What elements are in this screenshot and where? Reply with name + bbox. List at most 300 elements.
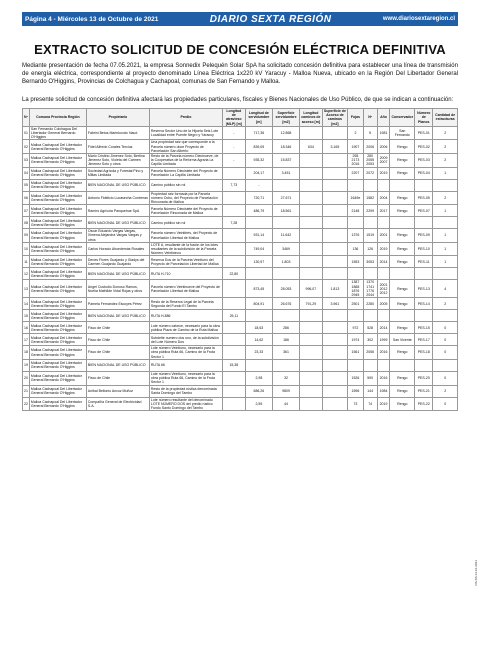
table-cell: 0 xyxy=(433,322,458,334)
table-row xyxy=(23,191,458,205)
table-row xyxy=(23,268,458,280)
table-cell: 2017 xyxy=(377,205,390,217)
table-cell: 1974 xyxy=(348,334,364,346)
col-header: Cantidad de estructuras xyxy=(433,109,458,127)
table-cell: Malloa Cachapoal Del Libertador General Bernardo O'Higgins xyxy=(29,229,86,243)
table-cell: Fidel Alfredo Corales Tercius xyxy=(86,140,149,154)
table-cell: Rengo xyxy=(390,322,415,334)
table-cell: 1999 xyxy=(377,334,390,346)
table-cell: BIEN NACIONAL DE USO PÚBLICO xyxy=(86,179,149,191)
table-cell: Parcela Número Diecisiete del Proyecto de Parcelación La Capilla Limitada xyxy=(149,167,222,179)
table-cell: 25,11 xyxy=(222,310,245,322)
table-row xyxy=(23,140,458,154)
table-cell: 01 xyxy=(23,126,30,140)
table-cell: 04 xyxy=(23,167,30,179)
side-code: DS-SS-13-10-2021 xyxy=(474,560,478,586)
table-cell: Mario Cristino Jimenez Soto, Bertina Jimenez Soto, Violeta del Carmen Jimenez Soto y otros xyxy=(86,154,149,168)
table-cell xyxy=(322,371,347,385)
table-cell: 02 xyxy=(23,140,30,154)
table-cell: Sociedad Agrícola y Forestal Pino y Millas Limitada xyxy=(86,167,149,179)
table-cell: 21 xyxy=(23,385,30,397)
table-row xyxy=(23,280,458,298)
table-cell: Malloa Cachapoal Del Libertador General Bernardo O'Higgins xyxy=(29,359,86,371)
table-cell: 2014 xyxy=(377,256,390,268)
table-cell: 2019 xyxy=(377,397,390,411)
col-header: Nº xyxy=(23,109,30,127)
col-header: Predio xyxy=(149,109,222,127)
table-cell: Malloa Cachapoal Del Libertador General Bernardo O'Higgins xyxy=(29,334,86,346)
table-cell: Resto de la Reserva Legal de la Parcela Segunda del Fundo El Tambo xyxy=(149,298,222,310)
table-cell: 2014 xyxy=(377,322,390,334)
table-cell xyxy=(322,385,347,397)
table-cell: 1984 xyxy=(377,385,390,397)
table-cell xyxy=(245,310,272,322)
table-cell: PES-09 xyxy=(415,229,433,243)
table-cell xyxy=(433,310,458,322)
table-row xyxy=(23,229,458,243)
table-cell: Camino público sin rol xyxy=(149,217,222,229)
table-cell: 3.451 xyxy=(272,167,299,179)
brand-title: DIARIO SEXTA REGIÓN xyxy=(209,13,332,25)
table-cell: 126 xyxy=(363,242,377,256)
table-cell: 1981 xyxy=(377,126,390,140)
table-cell xyxy=(433,179,458,191)
table-row xyxy=(23,397,458,411)
table-cell: PES-20 xyxy=(415,371,433,385)
table-cell: Malloa Cachapoal Del Libertador General Bernardo O'Higgins xyxy=(29,256,86,268)
table-cell: 09 xyxy=(23,229,30,243)
table-cell: BIEN NACIONAL DE USO PÚBLICO xyxy=(86,268,149,280)
table-cell: Malloa Cachapoal Del Libertador General Bernardo O'Higgins xyxy=(29,179,86,191)
table-cell: Rengo xyxy=(390,167,415,179)
table-cell: 280 2055 2053 xyxy=(363,154,377,168)
table-cell: 2501 xyxy=(348,298,364,310)
table-cell: Carlos Horacio Ahuedemás Rosales xyxy=(86,242,149,256)
table-cell xyxy=(415,179,433,191)
table-cell: Parcela número Veintitrés, del Proyecto de Parcelación Libertad de Malloa xyxy=(149,229,222,243)
table-cell xyxy=(222,242,245,256)
table-cell: Malloa Cachapoal Del Libertador General Bernardo O'Higgins xyxy=(29,140,86,154)
table-cell: 15.837 xyxy=(272,154,299,168)
table-cell: PES-18 xyxy=(415,346,433,360)
col-header: Superficie servidumbre [m2] xyxy=(272,109,299,127)
table-cell: 935,32 xyxy=(245,154,272,168)
table-cell: Malloa Cachapoal Del Libertador General Bernardo O'Higgins xyxy=(29,167,86,179)
table-cell: 2 xyxy=(433,154,458,168)
table-cell: 2,98 xyxy=(245,371,272,385)
table-cell xyxy=(300,126,323,140)
table-cell xyxy=(322,229,347,243)
table-cell xyxy=(300,268,323,280)
table-cell: San Fernando Colchagua Del Libertador General Bernardo O'Higgins xyxy=(29,126,86,140)
table-cell: 3469 xyxy=(272,242,299,256)
table-header-row xyxy=(23,109,458,127)
table-cell: - xyxy=(222,154,245,168)
table-cell: 1370 1741 1776 2044 xyxy=(363,280,377,298)
table-cell: 12 xyxy=(23,268,30,280)
table-cell: 0 xyxy=(433,397,458,411)
table-cell: Rengo xyxy=(390,371,415,385)
table-cell: 16 xyxy=(23,322,30,334)
table-cell xyxy=(300,256,323,268)
table-cell: 2019 xyxy=(377,242,390,256)
table-cell: 3053 xyxy=(363,256,377,268)
table-cell: 302 xyxy=(363,334,377,346)
table-cell xyxy=(322,268,347,280)
table-cell: 204,17 xyxy=(245,167,272,179)
table-cell: 0 xyxy=(433,334,458,346)
table-cell: Malloa Cachapoal Del Libertador General Bernardo O'Higgins xyxy=(29,217,86,229)
table-cell xyxy=(300,179,323,191)
table-cell: 18.561 xyxy=(272,205,299,217)
table-row xyxy=(23,154,458,168)
table-cell: Rengo xyxy=(390,397,415,411)
table-cell: 2 xyxy=(433,140,458,154)
col-header: Comuna Provincia Región xyxy=(29,109,86,127)
table-cell: 19 xyxy=(23,359,30,371)
table-cell xyxy=(390,217,415,229)
table-cell: 28.053 xyxy=(272,280,299,298)
table-cell: Malloa Cachapoal Del Libertador General Bernardo O'Higgins xyxy=(29,154,86,168)
table-cell xyxy=(300,205,323,217)
table-cell xyxy=(348,217,364,229)
table-cell: San Fernando xyxy=(390,126,415,140)
col-header: Año xyxy=(377,109,390,127)
table-cell: 972 xyxy=(348,322,364,334)
table-cell xyxy=(300,167,323,179)
table-cell xyxy=(272,310,299,322)
table-cell: 2 xyxy=(433,191,458,205)
table-cell: LOTE A, resultante de la fusión de los lotes resultantes de la subdivisión de la Parcela Número Veinticinco xyxy=(149,242,222,256)
table-cell: Subdelte numero dos uno, de la subdivisión del Lote Número Dos xyxy=(149,334,222,346)
table-cell: 07 xyxy=(23,205,30,217)
table-cell xyxy=(222,298,245,310)
table-cell: 1649e xyxy=(348,191,364,205)
table-cell: 22 xyxy=(23,397,30,411)
col-header: Fojas xyxy=(348,109,364,127)
table-cell: Rengo xyxy=(390,385,415,397)
table-cell xyxy=(300,371,323,385)
table-cell: RUTA H-886 xyxy=(149,310,222,322)
table-cell: Malloa Cachapoal Del Libertador General Bernardo O'Higgins xyxy=(29,310,86,322)
table-cell: PES-01 xyxy=(415,126,433,140)
table-cell: 1 xyxy=(433,242,458,256)
table-cell: 2 xyxy=(433,385,458,397)
table-cell: Malloa Cachapoal Del Libertador General Bernardo O'Higgins xyxy=(29,205,86,217)
table-cell: 2004 xyxy=(377,191,390,205)
table-cell: 20 xyxy=(23,371,30,385)
table-cell: PES-15 xyxy=(415,322,433,334)
table-cell: 717,36 xyxy=(245,126,272,140)
table-cell: 2019 xyxy=(377,167,390,179)
col-header: Número de Planos xyxy=(415,109,433,127)
table-cell: 2001 xyxy=(377,229,390,243)
table-cell: 361 xyxy=(272,346,299,360)
table-cell xyxy=(300,242,323,256)
table-cell: 15 xyxy=(23,310,30,322)
table-row xyxy=(23,217,458,229)
table-cell xyxy=(222,334,245,346)
lead-paragraph: La presente solicitud de concesión definitiva afectará las propiedades particulares, fiscales y Bienes Nacionales de Uso Público, de que se indican a continuación: xyxy=(22,97,454,103)
table-cell: Rengo xyxy=(390,298,415,310)
table-cell xyxy=(222,205,245,217)
table-cell xyxy=(433,268,458,280)
table-cell: 931,14 xyxy=(245,229,272,243)
table-cell: Fisco de Chile xyxy=(86,346,149,360)
table-cell xyxy=(300,346,323,360)
table-cell xyxy=(222,229,245,243)
table-cell: 7,73 xyxy=(222,179,245,191)
table-cell: 2148 xyxy=(348,205,364,217)
table-cell: 06 xyxy=(23,191,30,205)
table-cell: 13 xyxy=(23,280,30,298)
col-header: Propietario xyxy=(86,109,149,127)
table-cell: Angel Custodio Donoso Ramos, Noelia Mathilde Vidal Rojas y otros xyxy=(86,280,149,298)
table-cell: Lote número Veintiuno, necesario para la obra pública Ruta 66, Camino de la Fruta Sector 1 xyxy=(149,371,222,385)
table-cell: BIEN NACIONAL DE USO PÚBLICO xyxy=(86,310,149,322)
table-cell: 1.813 xyxy=(322,280,347,298)
table-cell: Malloa Cachapoal Del Libertador General Bernardo O'Higgins xyxy=(29,298,86,310)
table-cell: 10 xyxy=(23,242,30,256)
page-title: EXTRACTO SOLICITUD DE CONCESIÓN ELÉCTRICA DEFINITIVA xyxy=(34,42,446,57)
table-cell: Rengo xyxy=(390,242,415,256)
table-cell xyxy=(348,359,364,371)
table-body xyxy=(23,126,458,410)
table-cell: Rengo xyxy=(390,140,415,154)
table-cell xyxy=(322,242,347,256)
table-cell: Ramiro Agrícola Panquehue SpA xyxy=(86,205,149,217)
table-cell: 286 xyxy=(272,322,299,334)
table-cell: Anibal Bellonio Ancuz Muñoz xyxy=(86,385,149,397)
table-cell: 14 xyxy=(23,298,30,310)
table-cell: 720,71 xyxy=(245,191,272,205)
table-cell: 1526 xyxy=(348,371,364,385)
table-row xyxy=(23,298,458,310)
col-header: Nº xyxy=(363,109,377,127)
table-row xyxy=(23,346,458,360)
table-row xyxy=(23,322,458,334)
table-cell: Malloa Cachapoal Del Libertador General Bernardo O'Higgins xyxy=(29,371,86,385)
table-cell: 1519 xyxy=(363,229,377,243)
table-cell: 18.346 xyxy=(272,140,299,154)
table-cell xyxy=(363,179,377,191)
table-cell: 1907 xyxy=(348,140,364,154)
table-cell: Fisco de Chile xyxy=(86,322,149,334)
table-cell: 3.165 xyxy=(322,140,347,154)
table-cell: 2009 2007 xyxy=(377,154,390,168)
table-cell xyxy=(300,359,323,371)
col-header: Longitud de servidumbre [m] xyxy=(245,109,272,127)
table-cell xyxy=(222,397,245,411)
table-cell xyxy=(272,217,299,229)
table-cell: Malloa Cachapoal Del Libertador General Bernardo O'Higgins xyxy=(29,385,86,397)
table-cell: 2001 2012 2012 xyxy=(377,280,390,298)
table-cell xyxy=(348,310,364,322)
table-cell: 1376 xyxy=(348,229,364,243)
table-cell: 2 xyxy=(433,298,458,310)
table-cell: 2006 xyxy=(363,140,377,154)
table-row xyxy=(23,167,458,179)
table-cell: 590 xyxy=(363,371,377,385)
table-cell: 26.676 xyxy=(272,298,299,310)
table-row xyxy=(23,126,458,140)
table-cell xyxy=(415,268,433,280)
table-cell: - xyxy=(245,179,272,191)
table-cell: Fisco de Chile xyxy=(86,334,149,346)
table-cell: 1 xyxy=(433,205,458,217)
table-cell xyxy=(222,385,245,397)
table-cell xyxy=(322,310,347,322)
table-cell: 2280 xyxy=(363,298,377,310)
table-cell xyxy=(300,310,323,322)
table-cell xyxy=(433,217,458,229)
table-cell xyxy=(322,154,347,168)
table-cell: PES-10 xyxy=(415,242,433,256)
table-cell: Rengo xyxy=(390,346,415,360)
table-cell: 1561 xyxy=(348,346,364,360)
table-cell: 749,04 xyxy=(245,242,272,256)
table-cell: 11.642 xyxy=(272,229,299,243)
table-cell xyxy=(363,310,377,322)
table-cell: 2072 xyxy=(363,167,377,179)
table-cell: 5 xyxy=(363,126,377,140)
table-cell: 32 xyxy=(272,371,299,385)
page-info: Página 4 - Miércoles 13 de Octubre de 2021 xyxy=(25,15,159,23)
table-cell: Pamela Fernández Escoyes Pérez xyxy=(86,298,149,310)
table-cell xyxy=(363,217,377,229)
table-cell: 1596 xyxy=(348,385,364,397)
table-cell: 1.803 xyxy=(272,256,299,268)
col-header: Longitud caminos de acceso [m] xyxy=(300,109,323,127)
table-cell xyxy=(363,359,377,371)
table-cell: Rengo xyxy=(390,205,415,217)
table-cell: 11 xyxy=(23,256,30,268)
table-cell: 1553 xyxy=(348,256,364,268)
table-cell: San Vicente xyxy=(390,334,415,346)
table-cell: 634 xyxy=(300,140,323,154)
table-cell xyxy=(322,256,347,268)
table-cell: Antonio Fidelicio Lucasecha Contreras xyxy=(86,191,149,205)
table-cell: 15,38 xyxy=(222,359,245,371)
table-cell: 486,79 xyxy=(245,205,272,217)
table-cell xyxy=(300,322,323,334)
table-cell xyxy=(377,310,390,322)
table-cell: 08 xyxy=(23,217,30,229)
table-row xyxy=(23,359,458,371)
table-cell xyxy=(377,179,390,191)
table-cell xyxy=(222,167,245,179)
table-cell: Parcela número Veintinueve del Proyecto de Parcelación Libertad de Malloa xyxy=(149,280,222,298)
table-cell xyxy=(363,268,377,280)
table-cell: 873,45 xyxy=(245,280,272,298)
table-cell: 22,80 xyxy=(222,268,245,280)
table-cell xyxy=(222,256,245,268)
col-header: Superficie de Acceso de caminos [m2] xyxy=(323,109,346,126)
table-cell: 2016 xyxy=(377,371,390,385)
website-link[interactable]: www.diariosextaregion.cl xyxy=(382,16,455,22)
table-cell: 23,33 xyxy=(245,346,272,360)
table-cell: PES-04 xyxy=(415,167,433,179)
table-cell xyxy=(245,359,272,371)
table-cell xyxy=(300,334,323,346)
table-cell: PES-13 xyxy=(415,280,433,298)
table-cell: Malloa Cachapoal Del Libertador General Bernardo O'Higgins xyxy=(29,322,86,334)
table-cell: Fisco de Chile xyxy=(86,371,149,385)
table-cell: 1 xyxy=(433,229,458,243)
table-cell: 2 xyxy=(433,126,458,140)
table-cell xyxy=(222,191,245,205)
table-cell xyxy=(300,229,323,243)
table-cell: 2006 xyxy=(377,140,390,154)
table-cell xyxy=(245,217,272,229)
table-cell: Rengo xyxy=(390,280,415,298)
table-cell: 18 xyxy=(23,346,30,360)
table-cell xyxy=(322,322,347,334)
table-cell xyxy=(415,310,433,322)
table-row xyxy=(23,334,458,346)
table-cell: 12.868 xyxy=(272,126,299,140)
table-cell: Lote número catorce, necesario para la obra pública Plaza de Camino de la Ruta Malloa xyxy=(149,322,222,334)
table-cell: 2016 xyxy=(377,346,390,360)
table-row xyxy=(23,310,458,322)
table-cell: Rengo xyxy=(390,191,415,205)
table-cell: 2299 xyxy=(363,205,377,217)
table-cell: - xyxy=(222,126,245,140)
table-cell: Lote número Veintiuno, necesario para la obra pública Ruta 66, Camino de la Fruta Sector 1 xyxy=(149,346,222,360)
table-cell: PES-14 xyxy=(415,298,433,310)
table-cell: 18,63 xyxy=(245,322,272,334)
col-header: Longitud de atravieso (MLP) [m] xyxy=(222,109,245,127)
table-cell xyxy=(433,359,458,371)
table-cell: 186 xyxy=(272,334,299,346)
table-cell: 1582 xyxy=(363,191,377,205)
table-cell: 73 xyxy=(348,397,364,411)
table-cell: Malloa Cachapoal Del Libertador General Bernardo O'Higgins xyxy=(29,268,86,280)
table-cell: 05 xyxy=(23,179,30,191)
table-row xyxy=(23,205,458,217)
table-cell: Fabrini Betus Marinkovcic Naud xyxy=(86,126,149,140)
table-cell: Resto de la propiedad rústica denominada Santa Domingo del Tambo xyxy=(149,385,222,397)
table-cell xyxy=(377,268,390,280)
newspaper-header xyxy=(22,12,458,26)
table-cell: 14,62 xyxy=(245,334,272,346)
table-cell: Rengo xyxy=(390,154,415,168)
table-cell: 9809 xyxy=(272,385,299,397)
table-cell xyxy=(377,359,390,371)
table-cell: 1 xyxy=(433,167,458,179)
table-cell: Malloa Cachapoal Del Libertador General Bernardo O'Higgins xyxy=(29,242,86,256)
table-cell: 74 xyxy=(363,397,377,411)
table-cell: Reserva Sector Uno de la Hijuela Seis Lote Localidad entre Puente Negro y Yáracuy xyxy=(149,126,222,140)
table-cell xyxy=(322,167,347,179)
table-cell: 791,29 xyxy=(300,298,323,310)
table-cell: Propiedad raíz formada por la Parcela número Ocho, del Proyecto de Parcelación Rinconada de Malloa xyxy=(149,191,222,205)
table-cell: Malloa Cachapoal Del Libertador General Bernardo O'Higgins xyxy=(29,280,86,298)
table-cell xyxy=(348,268,364,280)
table-cell xyxy=(322,205,347,217)
table-cell xyxy=(390,179,415,191)
table-cell: PES-17 xyxy=(415,334,433,346)
table-cell: 996,07 xyxy=(300,280,323,298)
table-cell: Resto de la Parcela número Diecinueve, de la Cooperativa de la Reforma Agraria La Capilla Limitada xyxy=(149,154,222,168)
table-cell xyxy=(415,217,433,229)
table-cell: 265 2173 2016 xyxy=(348,154,364,168)
table-cell: 804,91 xyxy=(245,298,272,310)
table-cell: PES-21 xyxy=(415,385,433,397)
table-cell xyxy=(377,217,390,229)
table-row xyxy=(23,242,458,256)
table-cell: 144 xyxy=(363,385,377,397)
